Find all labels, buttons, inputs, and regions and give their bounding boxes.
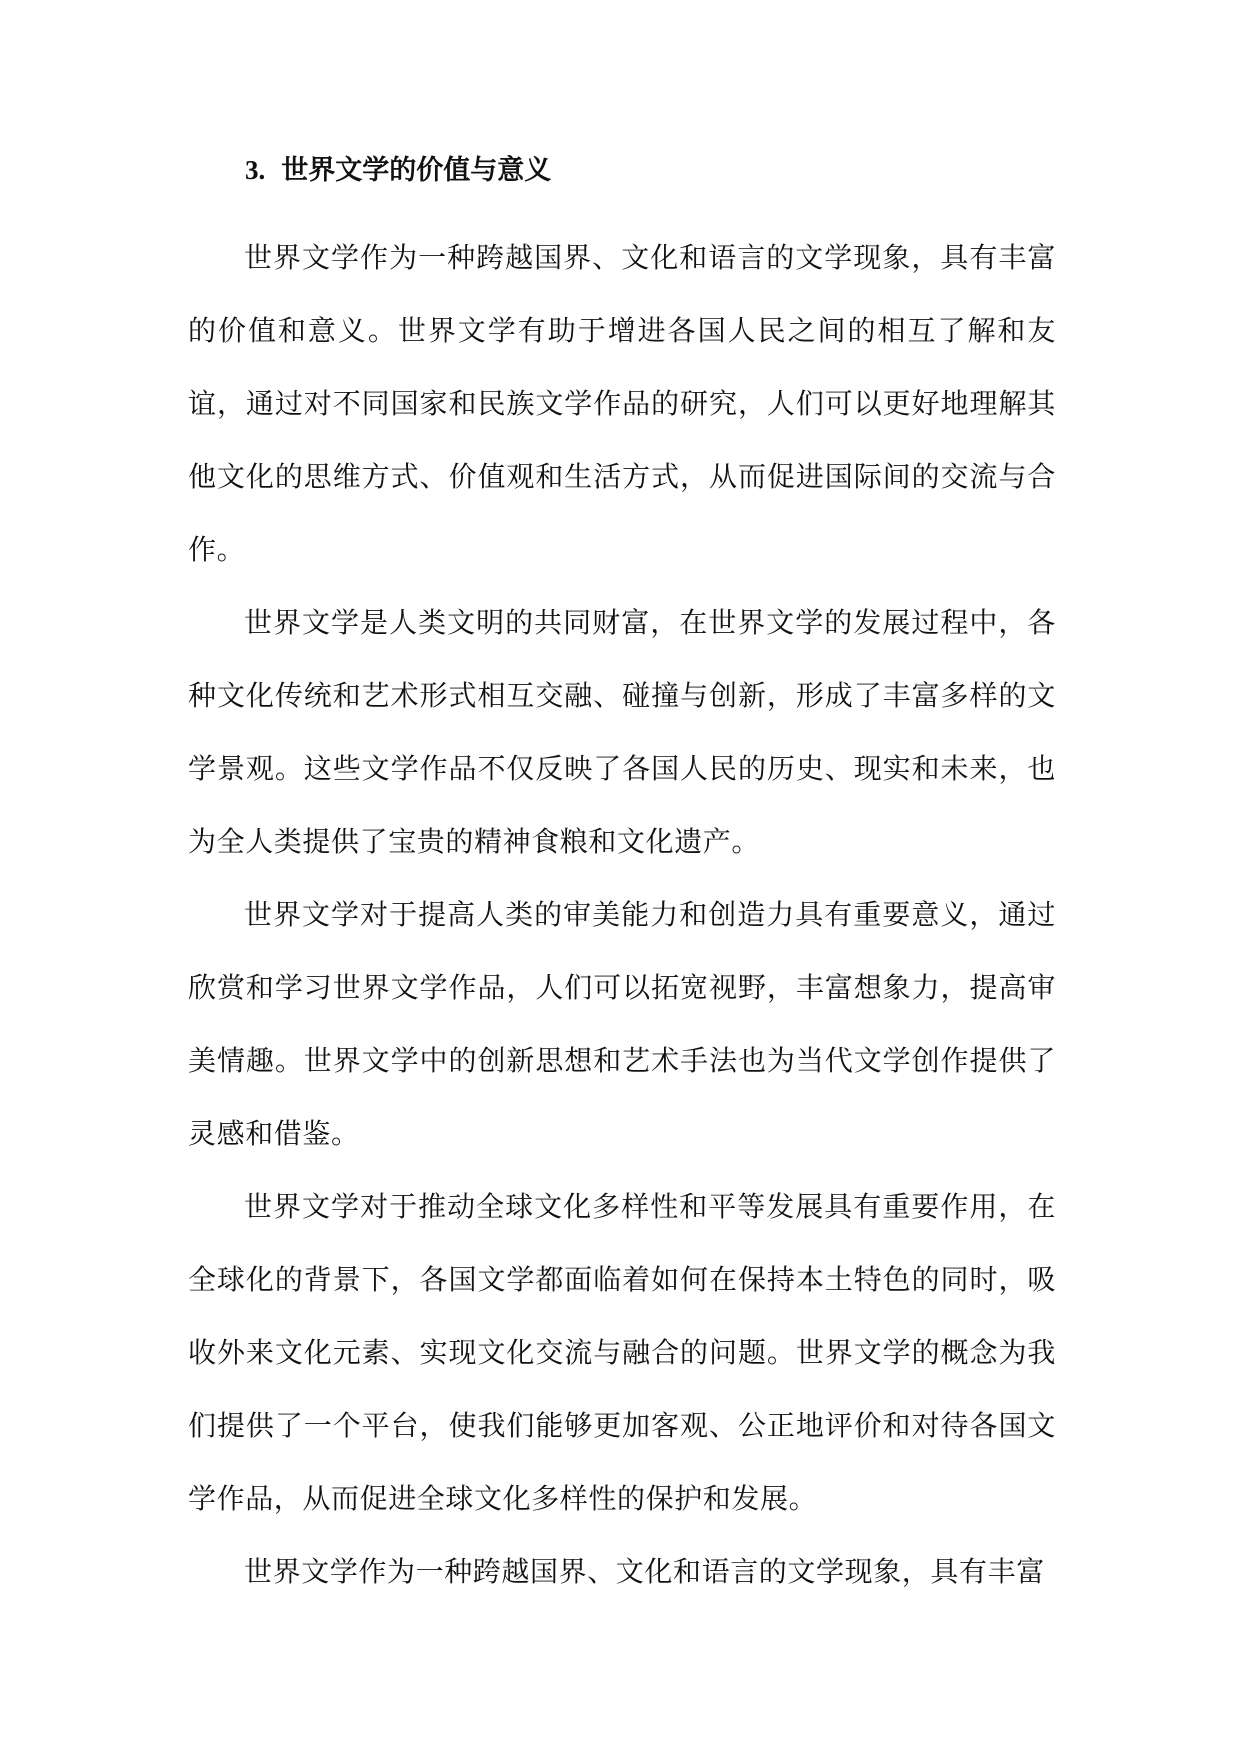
section-heading [245,146,551,195]
paragraph: 世界文学对于推动全球文化多样性和平等发展具有重要作用，在全球化的背景下，各国文学都面临着如何在保持本土特色的同时，吸收外来文化元素、实现文化交流与融合的问题。世界文学的概念为我们提供了一个平台，使我们能够更加客观、公正地评价和对待各国文学作品，从而促进全球文化多样性的保护和发展。 [188,1190,1056,1515]
body-text [188,221,1056,1608]
paragraph: 世界文学作为一种跨越国界、文化和语言的文学现象，具有丰富 [244,1555,1045,1588]
paragraph: 世界文学作为一种跨越国界、文化和语言的文学现象，具有丰富的价值和意义。世界文学有助于增进各国人民之间的相互了解和友谊，通过对不同国家和民族文学作品的研究，人们可以更好地理解其他文化的思维方式、价值观和生活方式，从而促进国际间的交流与合作。 [188,241,1056,566]
paragraph: 世界文学是人类文明的共同财富，在世界文学的发展过程中，各种文化传统和艺术形式相互交融、碰撞与创新，形成了丰富多样的文学景观。这些文学作品不仅反映了各国人民的历史、现实和未来，也为全人类提供了宝贵的精神食粮和文化遗产。 [188,606,1056,858]
section-title: 世界文学的价值与意义 [281,155,552,186]
section-number: 3. [245,155,266,185]
paragraph: 世界文学对于提高人类的审美能力和创造力具有重要意义，通过欣赏和学习世界文学作品，人们可以拓宽视野，丰富想象力，提高审美情趣。世界文学中的创新思想和艺术手法也为当代文学创作提供了灵感和借鉴。 [188,898,1056,1150]
